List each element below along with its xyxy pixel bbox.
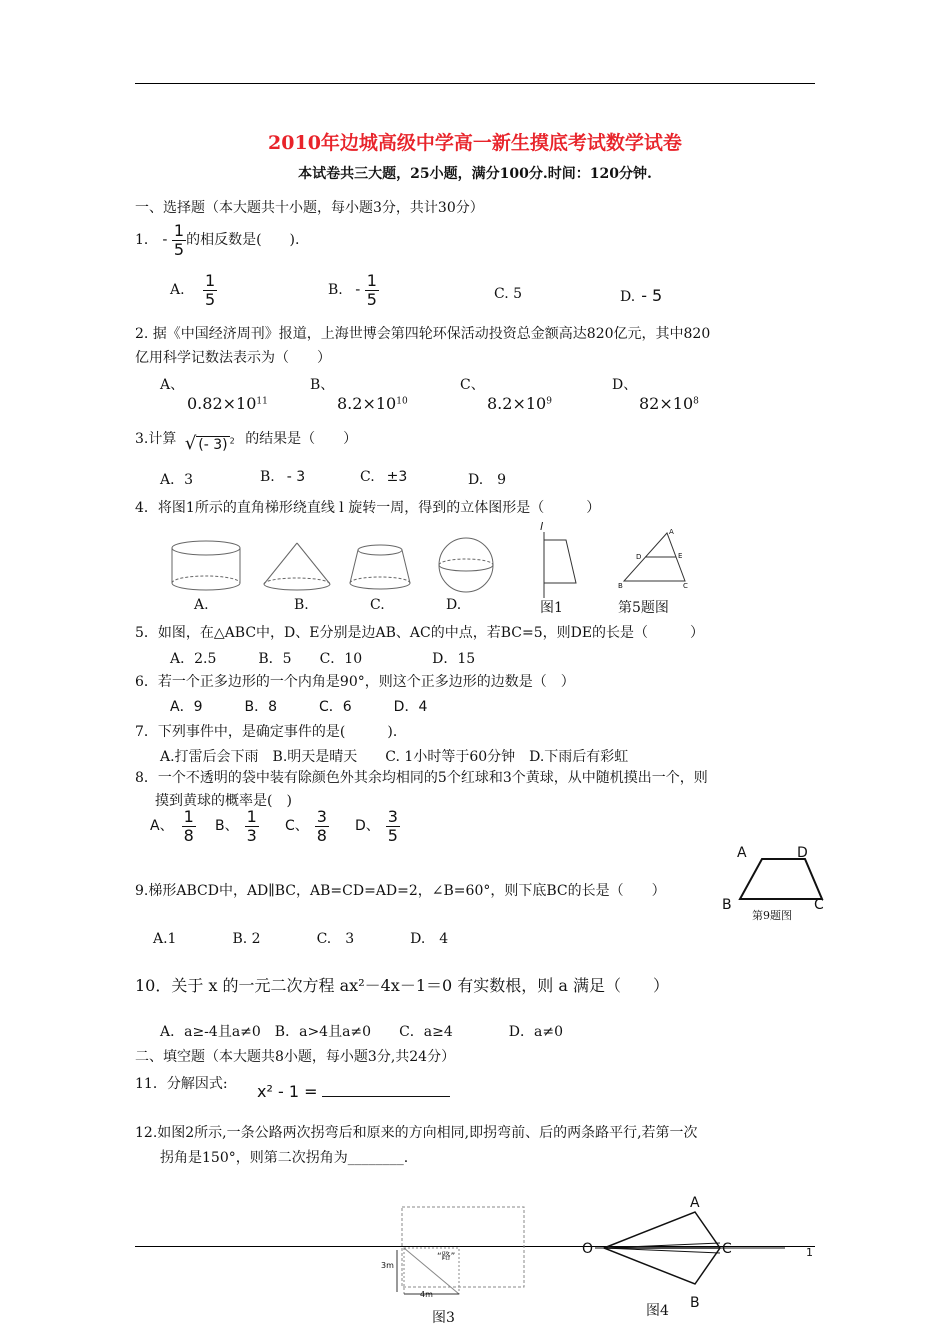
svg-text:C: C	[683, 582, 688, 590]
question-7: 7．下列事件中，是确定事件的是( )．	[135, 724, 407, 740]
page-title: 2010年边城高级中学高一新生摸底考试数学试卷	[268, 132, 682, 154]
q3-option-a: A．3	[160, 472, 194, 488]
q1-minus: -	[162, 232, 168, 249]
q2-line2: 亿用科学记数法表示为（ ）	[135, 350, 331, 366]
q1-option-b: B. - $\frac{1}{5}$	[328, 271, 377, 309]
q2-option-d: D、 $82\times 10^8$	[612, 377, 699, 413]
svg-text:A: A	[737, 845, 747, 861]
q8-line2: 摸到黄球的概率是( )	[155, 793, 292, 809]
svg-text:C: C	[814, 897, 824, 913]
svg-text:B: B	[722, 897, 732, 913]
section-one-heading: 一、选择题（本大题共十小题，每小题3分，共计30分）	[135, 200, 484, 216]
page-number: 1	[806, 1246, 813, 1259]
q9-options: A.1 B. 2 C. 3 D. 4	[153, 931, 449, 947]
q8-option-a: A、 $\frac{1}{8}$	[150, 807, 194, 845]
question-5: 5．如图，在△ABC中，D、E分别是边AB、AC的中点，若BC=5，则DE的长是（ ）	[135, 625, 705, 641]
q2-option-c: C、 $8.2\times 10^9$	[460, 377, 552, 413]
q2-option-a: A、 $0.82\times 10^{11}$	[160, 377, 268, 413]
q3-option-c: C. ±3	[360, 469, 408, 485]
question-6: 6．若一个正多边形的一个内角是90°，则这个正多边形的边数是（ ）	[135, 674, 575, 690]
figure-label-b: B.	[294, 597, 309, 613]
svg-text:“路”: “路”	[437, 1252, 456, 1262]
question-3: 3.计算 √ (- 3) $^2$ 的结果是（ ）	[135, 431, 358, 454]
q8-option-d: D、 $\frac{3}{5}$	[355, 807, 398, 845]
q8-option-c: C、 $\frac{3}{8}$	[285, 807, 327, 845]
question-10: 10．关于 x 的一元二次方程 ax²－4x－1＝0 有实数根，则 a 满足（ ）	[135, 976, 669, 995]
q11-expression: x² - 1 =	[257, 1082, 450, 1101]
q1-option-a: A. $\frac{1}{5}$	[170, 271, 216, 309]
q2-line1: 2. 据《中国经济周刊》报道，上海世博会第四轮环保活动投资总金额高达820亿元，其中820	[135, 326, 711, 342]
q3-option-d: D. 9	[468, 472, 507, 488]
q7-options: A.打雷后会下雨 B.明天是晴天 C. 1小时等于60分钟 D.下雨后有彩虹	[160, 749, 629, 765]
svg-text:D: D	[636, 553, 642, 561]
figure-1-caption: 图1	[540, 600, 563, 616]
q8-option-b: B、 $\frac{1}{3}$	[215, 807, 257, 845]
section-two-heading: 二、填空题（本大题共8小题，每小题3分,共24分）	[135, 1049, 456, 1065]
svg-text:B: B	[690, 1295, 700, 1311]
exam-info: 本试卷共三大题，25小题，满分100分.时间：120分钟.	[298, 166, 652, 182]
q8-line1: 8．一个不透明的袋中装有除颜色外其余均相同的5个红球和3个黄球，从中随机摸出一个，则	[135, 770, 708, 786]
q1-option-c: C. 5	[494, 286, 523, 302]
figure-label-a: A.	[194, 597, 209, 613]
svg-text:3m: 3m	[381, 1261, 394, 1270]
question-11: 11．分解因式:	[135, 1076, 228, 1092]
figure-label-c: C.	[370, 597, 385, 613]
svg-text:A: A	[690, 1195, 700, 1211]
q6-options: A．9 B．8 C．6 D．4	[170, 699, 428, 715]
q1-option-d: D. - 5	[620, 286, 663, 305]
figure-9-caption: 第9题图	[752, 909, 792, 922]
question-4: 4．将图1所示的直角梯形绕直线 l 旋转一周，得到的立体图形是（ ）	[135, 500, 601, 516]
q2-option-b: B、 $8.2\times 10^{10}$	[310, 377, 408, 413]
line-l-label: l	[540, 520, 544, 533]
question-9: 9.梯形ABCD中，AD∥BC，AB=CD=AD=2，∠B=60°，则下底BC的长是（ ）	[135, 883, 666, 899]
svg-text:C: C	[722, 1241, 732, 1257]
svg-text:A: A	[669, 528, 674, 536]
svg-text:D: D	[797, 845, 808, 861]
q12-line1: 12.如图2所示,一条公路两次拐弯后和原来的方向相同,即拐弯前、后的两条路平行,若第一次	[135, 1125, 698, 1141]
q3-option-b: B. - 3	[260, 469, 306, 485]
q10-options: A．a≥-4且a≠0 B．a>4且a≠0 C．a≥4 D．a≠0	[160, 1024, 563, 1040]
svg-text:B: B	[618, 582, 623, 590]
svg-text:O: O	[582, 1241, 594, 1257]
q1-number: 1．	[135, 232, 158, 249]
figure-label-d: D.	[446, 597, 462, 613]
svg-text:E: E	[678, 552, 683, 560]
figure-5-caption: 第5题图	[618, 600, 669, 616]
svg-text:4m: 4m	[420, 1290, 433, 1299]
q5-options: A．2.5 B．5 C．10 D．15	[170, 651, 476, 667]
figure-3-caption: 图3	[432, 1310, 455, 1326]
q1-stem: 的相反数是( ).	[186, 232, 300, 249]
figure-4-caption: 图4	[646, 1303, 669, 1319]
q1-fraction: $\frac{1}{5}$	[173, 221, 185, 259]
q12-line2: 拐角是150°，则第二次拐角为________.	[160, 1150, 409, 1166]
